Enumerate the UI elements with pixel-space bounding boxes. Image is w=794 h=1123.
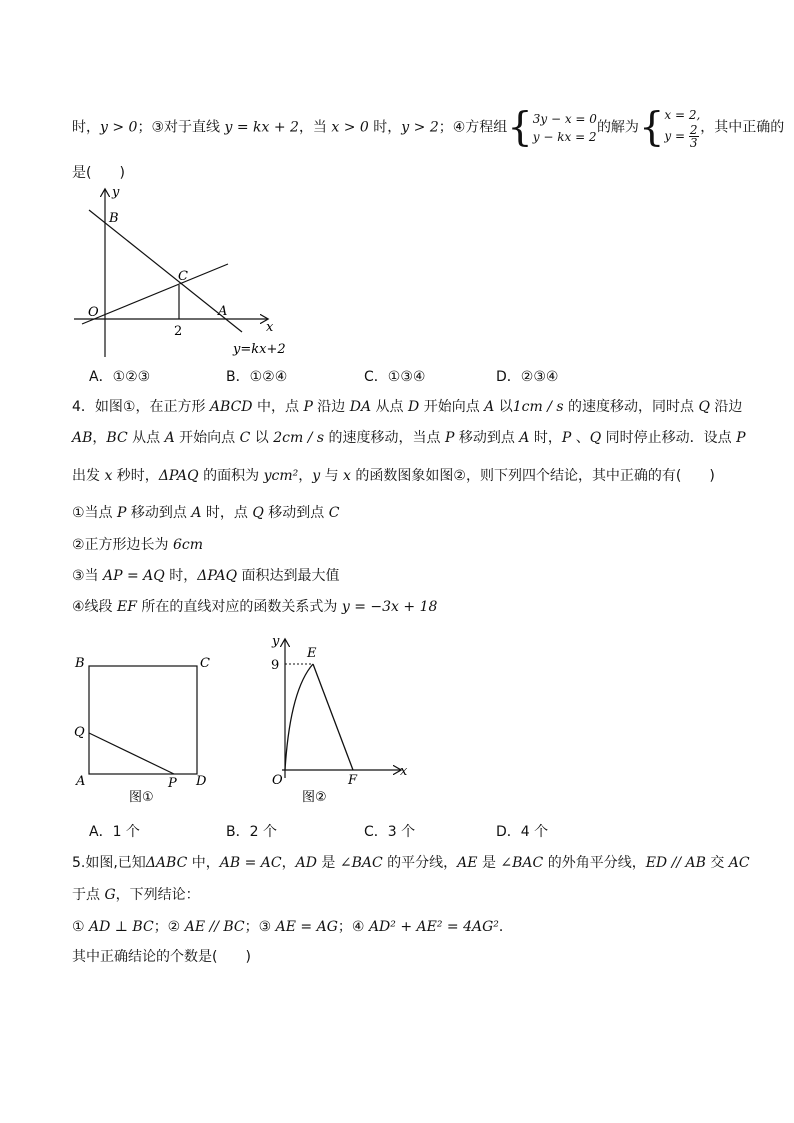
q4-math: A: [164, 430, 175, 446]
q4-text: ③当: [72, 568, 104, 584]
q4-math: 1cm / s: [512, 399, 564, 415]
solution-2: [664, 124, 700, 149]
q4-math: ycm²: [263, 468, 299, 484]
q4-text: 中，点: [252, 399, 304, 415]
q3-math: y = kx + 2: [224, 119, 299, 136]
q4-conclusion-2: [72, 535, 203, 555]
q4-text: 沿边: [709, 399, 743, 415]
q5-math: G: [104, 887, 116, 903]
q5-math: AE: [457, 855, 478, 871]
point-b-label: B: [75, 656, 85, 671]
q4-option-c[interactable]: C．3 个: [364, 824, 416, 840]
fraction-denominator: 3: [689, 136, 698, 150]
q5-math: AE // BC: [184, 919, 245, 935]
y-label: y: [272, 634, 280, 649]
q4-line-1: [72, 397, 742, 417]
q3-text: ；④方程组: [438, 119, 508, 136]
q4-text: 开始向点: [419, 399, 485, 415]
q3-text: ，当: [298, 119, 332, 136]
q4-math: 6cm: [173, 537, 204, 553]
q4-math: DA: [349, 399, 372, 415]
q4-math: AP = AQ: [103, 568, 165, 584]
equation-2: y − kx = 2: [532, 129, 597, 144]
q3-option-b[interactable]: B．①②④: [226, 369, 288, 385]
segment-qp: [89, 733, 174, 774]
q4-text: 沿边: [312, 399, 350, 415]
q4-text: 时，点: [201, 505, 253, 521]
q4-line-3: [72, 466, 715, 486]
point-b-label: B: [109, 211, 119, 226]
q4-text: 4．如图①，在正方形: [72, 399, 210, 415]
x-label: x: [400, 764, 408, 779]
q4-math: P: [444, 430, 455, 446]
q5-text: 交: [705, 855, 729, 871]
q5-text: ；②: [153, 919, 185, 935]
q5-line-2: [72, 885, 200, 905]
q4-figure-2: [260, 630, 420, 810]
q4-math: EF: [117, 599, 137, 615]
q4-math: x: [343, 468, 351, 484]
q4-line-2: [72, 428, 746, 448]
line-equation-label: y=kx+2: [233, 342, 286, 357]
q4-text: 同时停止移动．设点: [601, 430, 737, 446]
q5-text: 的外角平分线，: [543, 855, 646, 871]
q4-text: ②正方形边长为: [72, 537, 174, 553]
q3-figure: [72, 182, 292, 360]
q4-option-a[interactable]: A．1 个: [89, 824, 140, 840]
q4-figure-1: [72, 650, 222, 810]
q5-text: 于点: [72, 887, 105, 903]
q4-math: Q: [698, 399, 710, 415]
q5-text: 中，: [187, 855, 220, 871]
q4-option-d[interactable]: D．4 个: [496, 824, 549, 840]
solution-system: [664, 106, 700, 149]
q5-text: ；③: [244, 919, 276, 935]
q3-option-a[interactable]: A．①②③: [89, 369, 151, 385]
q5-math: AD: [295, 855, 317, 871]
q4-math: Q: [252, 505, 264, 521]
q4-text: 时，: [529, 430, 562, 446]
q5-text: ；④: [337, 919, 369, 935]
q4-text: 出发: [72, 468, 105, 484]
q4-text: 时，: [164, 568, 198, 584]
q4-option-b[interactable]: B．2 个: [226, 824, 277, 840]
q5-text: ．: [498, 919, 513, 935]
q4-text: 秒时，: [112, 468, 159, 484]
q5-text: 是: [477, 855, 501, 871]
q5-math: ∠BAC: [500, 855, 544, 871]
q3-option-d[interactable]: D．②③④: [496, 369, 559, 385]
q5-math: ∠BAC: [339, 855, 383, 871]
segment-ef: [313, 664, 353, 770]
q5-math: ED // AB: [645, 855, 706, 871]
q3-line-2: 是( ): [72, 165, 125, 181]
point-a-label: A: [76, 774, 86, 789]
q4-text: ，: [92, 430, 107, 446]
q4-math: P: [303, 399, 313, 415]
q4-text: ，: [298, 468, 313, 484]
point-e-label: E: [307, 646, 317, 661]
q3-text: 的解为: [596, 119, 639, 136]
q3-math: x > 0: [331, 119, 369, 136]
q4-text: 的速度移动，当点: [324, 430, 445, 446]
q4-text: 、: [571, 430, 590, 446]
solution-brace: {: [638, 104, 665, 151]
q5-line-4: 其中正确结论的个数是( ): [72, 949, 251, 965]
q4-conclusion-3: [72, 566, 340, 586]
q4-text: 的函数图象如图②，则下列四个结论，其中正确的有( ): [350, 468, 715, 484]
figure-2-caption: 图②: [302, 790, 327, 805]
q5-math: ΔABC: [145, 855, 188, 871]
q4-text: ④线段: [72, 599, 118, 615]
q4-math: 2cm / s: [273, 430, 325, 446]
q4-math: D: [408, 399, 420, 415]
q4-text: 从点: [371, 399, 409, 415]
q4-text: 移动到点: [263, 505, 329, 521]
q3-text: ，其中正确的: [700, 119, 785, 136]
q4-math: ΔPAQ: [197, 568, 238, 584]
q4-text: 以: [250, 430, 274, 446]
q4-math: A: [484, 399, 495, 415]
q3-math: y > 0: [100, 119, 138, 136]
q4-math: BC: [106, 430, 128, 446]
q4-math: y: [312, 468, 321, 484]
q4-conclusion-1: [72, 503, 339, 523]
system-brace: {: [507, 104, 533, 151]
q5-math: AD ⊥ BC: [89, 919, 154, 935]
q3-option-c[interactable]: C．①③④: [364, 369, 426, 385]
solution-1: x = 2,: [664, 108, 701, 122]
q4-text: 面积达到最大值: [237, 568, 340, 584]
q4-text: 与: [320, 468, 344, 484]
q5-math: AD² + AE² = 4AG²: [368, 919, 499, 935]
q4-text: ①当点: [72, 505, 118, 521]
point-p-label: P: [168, 776, 177, 791]
line-through-origin: [82, 264, 228, 324]
q4-math: A: [519, 430, 530, 446]
q4-math: C: [239, 430, 251, 446]
q4-text: 的面积为: [198, 468, 264, 484]
q4-text: 开始向点: [174, 430, 240, 446]
q4-math: P: [117, 505, 127, 521]
q5-text: 的平分线，: [382, 855, 458, 871]
q4-math: Q: [589, 430, 602, 446]
q5-line-1: [72, 853, 750, 873]
q5-text: ，: [281, 855, 296, 871]
q4-math: ΔPAQ: [158, 468, 199, 484]
origin-label: O: [272, 773, 283, 788]
point-c-label: C: [200, 656, 210, 671]
q4-text: 所在的直线对应的函数关系式为: [136, 599, 342, 615]
fraction: [689, 124, 699, 149]
q4-text: 的速度移动，同时点: [563, 399, 699, 415]
q4-math: AB: [72, 430, 93, 446]
q4-text: 从点: [127, 430, 165, 446]
q5-math: AC: [728, 855, 750, 871]
solution-2-lhs: y =: [664, 129, 686, 143]
point-c-label: C: [178, 269, 188, 284]
point-a-label: A: [218, 304, 228, 319]
q4-math: x: [104, 468, 113, 484]
equation-1: 3y − x = 0: [532, 111, 597, 126]
tick-9-label: 9: [271, 658, 280, 673]
point-q-label: Q: [74, 725, 85, 740]
q5-math: AE = AG: [275, 919, 338, 935]
origin-label: O: [88, 305, 99, 320]
point-f-label: F: [348, 773, 358, 788]
q3-text: ；③对于直线: [137, 119, 225, 136]
q5-text: ①: [72, 919, 90, 935]
q3-math: y > 2: [401, 119, 439, 136]
q4-math: A: [191, 505, 202, 521]
figure-1-caption: 图①: [129, 790, 154, 805]
q4-text: 以: [494, 399, 513, 415]
q4-text: 移动到点: [126, 505, 192, 521]
q4-text: 移动到点: [454, 430, 520, 446]
q5-math: AB = AC: [219, 855, 282, 871]
square-abcd: [89, 666, 197, 774]
curve-oe: [285, 664, 313, 770]
q5-text: 是: [316, 855, 340, 871]
q4-math: C: [328, 505, 340, 521]
x-label: x: [266, 320, 274, 335]
q3-text: 时，: [72, 119, 100, 136]
y-label: y: [112, 185, 120, 200]
q3-text: 时，: [368, 119, 402, 136]
q4-math: P: [561, 430, 572, 446]
q4-math: P: [736, 430, 746, 446]
q4-math: y = −3x + 18: [341, 599, 438, 615]
q3-line-1: [72, 104, 785, 151]
point-d-label: D: [196, 774, 207, 789]
q5-text: ，下列结论：: [115, 887, 200, 903]
q4-conclusion-4: [72, 597, 437, 617]
fraction-numerator: 2: [689, 123, 698, 137]
q5-text: 5.如图,已知: [72, 855, 146, 871]
q5-line-3: [72, 917, 513, 937]
q4-math: ABCD: [209, 399, 253, 415]
equation-system: [533, 110, 597, 146]
tick-2-label: 2: [174, 324, 183, 339]
